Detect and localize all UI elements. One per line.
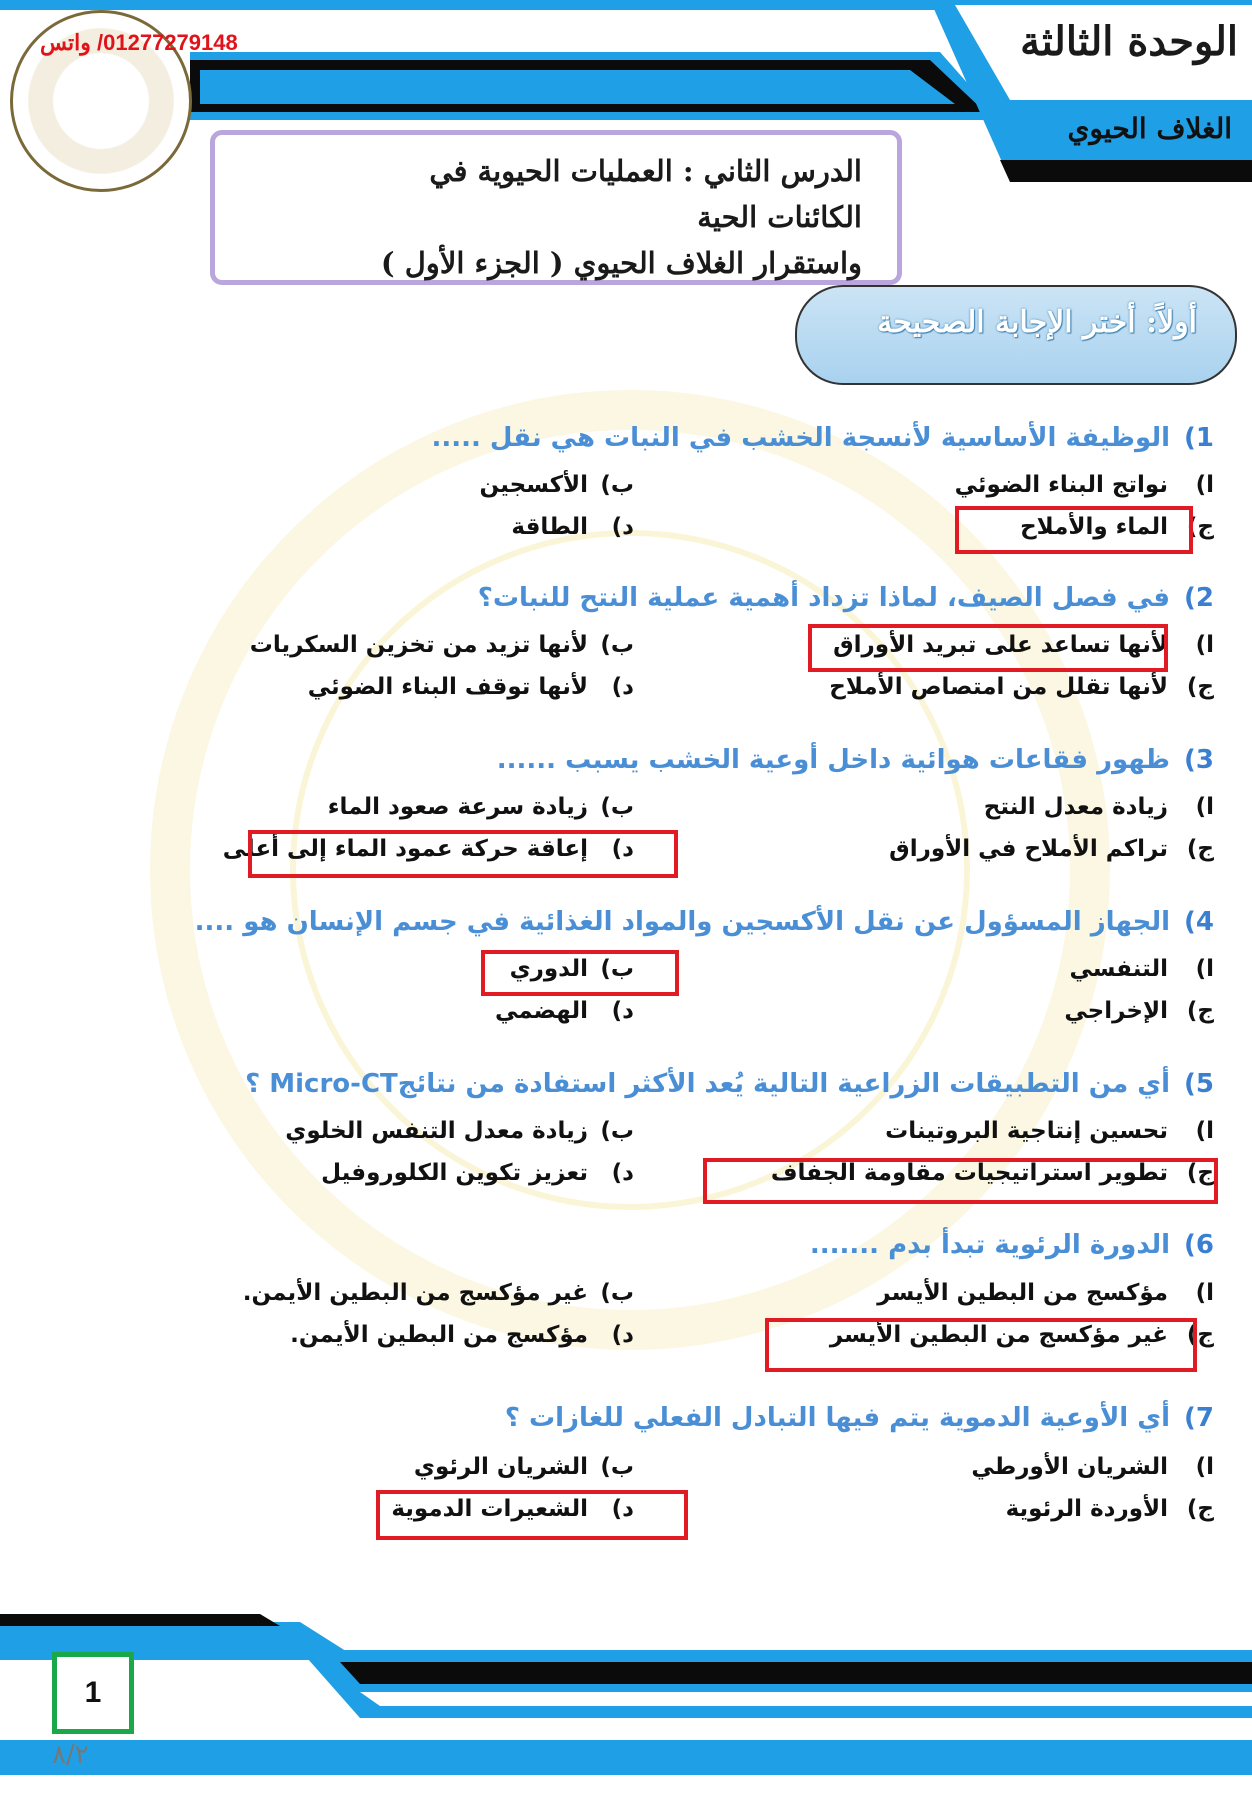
option-a[interactable]: ا)نواتج البناء الضوئي	[954, 472, 1214, 498]
unit-subtitle: الغلاف الحيوي	[1067, 112, 1232, 145]
question-5: 5)أي من التطبيقات الزراعية التالية يُعد الأكثر استفادة من نتائجMicro-CT ؟	[245, 1069, 1214, 1099]
question-7: 7)أي الأوعية الدموية يتم فيها التبادل الفعلي للغازات ؟	[504, 1403, 1214, 1433]
option-a[interactable]: ا)زيادة معدل النتح	[983, 794, 1214, 820]
correct-answer-highlight	[765, 1318, 1197, 1372]
option-a[interactable]: ا)لأنها تساعد على تبريد الأوراق	[833, 632, 1214, 658]
question-4: 4)الجهاز المسؤول عن نقل الأكسجين والمواد الغذائية في جسم الإنسان هو ....	[194, 907, 1214, 937]
section-title: أولاً: أختر الإجابة الصحيحة	[877, 305, 1197, 340]
option-d[interactable]: د)مؤكسج من البطين الأيمن.	[290, 1322, 634, 1348]
option-d[interactable]: د)الطاقة	[511, 514, 634, 540]
question-6: 6)الدورة الرئوية تبدأ بدم .......	[809, 1230, 1214, 1260]
footer-stripes	[0, 1600, 1252, 1800]
option-a[interactable]: ا)مؤكسج من البطين الأيسر	[877, 1280, 1214, 1306]
phone-number: 01277279148/ واتس	[40, 30, 238, 55]
option-b[interactable]: ب)الدوري	[509, 956, 634, 982]
option-c[interactable]: ج)تراكم الأملاح في الأوراق	[889, 836, 1214, 862]
lesson-title-line-2: واستقرار الغلاف الحيوي ( الجزء الأول )	[380, 246, 862, 280]
option-b[interactable]: ب)زيادة معدل التنفس الخلوي	[285, 1118, 634, 1144]
option-b[interactable]: ب)لأنها تزيد من تخزين السكريات	[249, 632, 634, 658]
unit-title: الوحدة الثالثة	[1020, 18, 1238, 65]
correct-answer-highlight	[481, 950, 679, 996]
page-sub-label: ٨/٢	[52, 1740, 89, 1770]
option-a[interactable]: ا)الشريان الأورطي	[971, 1454, 1214, 1480]
lesson-title	[362, 148, 862, 286]
correct-answer-highlight	[808, 624, 1168, 672]
option-a[interactable]: ا)التنفسي	[1069, 956, 1214, 982]
question-1	[431, 423, 1214, 453]
question-text: أي الأوعية الدموية يتم فيها التبادل الفعلي للغازات ؟	[504, 1403, 1171, 1433]
option-b[interactable]: ب)زيادة سرعة صعود الماء	[327, 794, 634, 820]
page-number: 1	[52, 1652, 134, 1734]
question-text: الجهاز المسؤول عن نقل الأكسجين والمواد الغذائية في جسم الإنسان هو ....	[194, 907, 1171, 937]
question-text: الوظيفة الأساسية لأنسجة الخشب في النبات هي نقل .....	[431, 423, 1171, 453]
correct-answer-highlight	[955, 506, 1193, 554]
question-3: 3)ظهور فقاعات هوائية داخل أوعية الخشب يسبب ......	[496, 745, 1214, 775]
option-c[interactable]: ج)الإخراجي	[1064, 998, 1214, 1024]
question-text: ظهور فقاعات هوائية داخل أوعية الخشب يسبب ......	[496, 745, 1171, 775]
option-c[interactable]: ج)الأوردة الرئوية	[1005, 1496, 1214, 1522]
lesson-title-line-1: الدرس الثاني : العمليات الحيوية في الكائنات الحية	[429, 154, 862, 234]
option-d[interactable]: د)لأنها توقف البناء الضوئي	[307, 674, 634, 700]
option-d[interactable]: د)الشعيرات الدموية	[391, 1496, 634, 1522]
option-d[interactable]: د)تعزيز تكوين الكلوروفيل	[321, 1160, 634, 1186]
question-2: 2)في فصل الصيف، لماذا تزداد أهمية عملية النتح للنبات؟	[477, 583, 1214, 613]
option-d[interactable]: د)الهضمي	[494, 998, 634, 1024]
option-c[interactable]: ج)لأنها تقلل من امتصاص الأملاح	[829, 674, 1214, 700]
option-c[interactable]: ج)الماء والأملاح	[1020, 514, 1214, 540]
option-c[interactable]: ج)غير مؤكسج من البطين الأيسر	[829, 1322, 1214, 1348]
question-text: الدورة الرئوية تبدأ بدم .......	[809, 1230, 1171, 1260]
option-b[interactable]: ب)الأكسجين	[479, 472, 634, 498]
question-text: في فصل الصيف، لماذا تزداد أهمية عملية النتح للنبات؟	[477, 583, 1171, 613]
option-c[interactable]: ج)تطوير استراتيجيات مقاومة الجفاف	[770, 1160, 1214, 1186]
correct-answer-highlight	[248, 830, 678, 878]
option-d[interactable]: د)إعاقة حركة عمود الماء إلى أعلى	[222, 836, 634, 862]
question-number: 1)	[1184, 423, 1214, 453]
correct-answer-highlight	[703, 1158, 1218, 1204]
option-b[interactable]: ب)غير مؤكسج من البطين الأيمن.	[242, 1280, 634, 1306]
option-b[interactable]: ب)الشريان الرئوي	[413, 1454, 634, 1480]
option-a[interactable]: ا)تحسين إنتاجية البروتينات	[885, 1118, 1214, 1144]
question-text: أي من التطبيقات الزراعية التالية يُعد الأكثر استفادة من نتائجMicro-CT ؟	[245, 1069, 1171, 1099]
correct-answer-highlight	[376, 1490, 688, 1540]
